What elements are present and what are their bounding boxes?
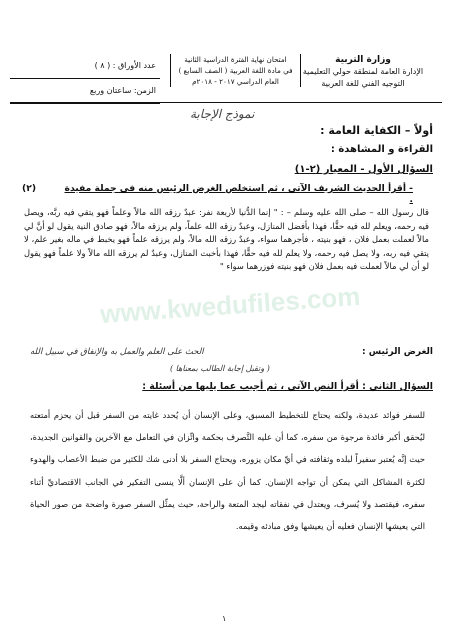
question1-marks: (٢) [22, 183, 37, 194]
ministry-block [288, 54, 438, 90]
page-number: ١ [222, 614, 227, 623]
ministry-name: وزارة التربية [335, 55, 391, 65]
exam-year: العام الدراسي ٢٠١٧ - ٢٠١٨م [192, 77, 279, 86]
papers-count: عدد الأوراق : ( ٨ ) [10, 54, 160, 79]
answer-model-note: نموذج الإجابة [190, 107, 255, 121]
question1-title: السؤال الأول - المعيار (٢-١) [294, 164, 433, 175]
handwritten-answer: الحث على العلم والعمل به والإنفاق في سبيل الله [30, 347, 204, 357]
section-title: أولاً – الكفاية العامة : [320, 124, 433, 137]
department-name: التوجيه الفني للغة العربية [321, 79, 405, 88]
exam-meta-block [10, 54, 160, 104]
exam-header [10, 14, 442, 94]
subsection-title: القراءة و المشاهدة : [330, 144, 433, 155]
answer-label: الغرض الرئيس : [362, 347, 433, 357]
exam-title: امتحان نهاية الفترة الدراسية الثانية [184, 55, 287, 64]
question1-instruction: - أقرأ الحديث الشريف الآتي ، ثم استخلص الغرض الرئيس منه في جملة مفيدة . [64, 183, 413, 205]
site-watermark: www.kwedufiles.com [99, 280, 362, 330]
travel-passage: للسفر فوائد عديدة، ولكنه يحتاج للتخطيط المسبق، وعلى الإنسان أن يُحدد غايته من السفر قبل أن يحزم أمتعته ليُحقق أكبر فائدة مرجوة من سفره، كما أن عليه التَّصرف بحكمة واتِّزان في التعامل مع الآخرين والقوانين الجديدة، حيث إنَّه يُعتبر سفيراً لبلده وثقافته في أيِّ مكان يزوره، ويحتاج السفر بلا أدنى شك للكثير من ضبط الأعصاب والهدوء لكثرة المشاكل التي يمكن أن تواجه الإنسان. كما أن على الإنسان ألَّا ينسى التفكير في الجانب الاقتصاديِّ أثناء سفره، فيقتصد ولا يُسرف، ويعتدل في نفقاته ليجد المتعة والراحة، حيث يمثِّل السفر صورة واضحة من صور الحياة التي يعيشها الإنسان فعليه أن يعيشها وفق مبادئه وقيمه. [30, 410, 425, 532]
handwritten-answer-note: ( وتقبل إجابة الطالب بمعناها ) [170, 364, 270, 373]
exam-info-block [170, 54, 301, 87]
exam-time: الزمن: ساعتان وربع [10, 79, 160, 104]
district-name: الإدارة العامة لمنطقة حولي التعليمية [302, 67, 424, 76]
exam-subject: في مادة اللغة العربية ( الصف السابع ) [178, 66, 293, 75]
hadith-text: قال رسول الله – صلى الله عليه وسلم – : " إنما الدُّنيا لأربعة نفر: عبدٌ رزقه الله مالاً وعلماً فهو يتقي فيه ربَّه، ويصل فيه رحمه، ويعلم لله فيه حقًّا، فهذا بأفضل المنازل، وعبدٌ رزقه الله علماً، ولم يرزقه مالاً، فهو صادق النية يقول لو أنَّ لي مالاً لعملت بعمل فلان ، فهو بنيته ، فأجرهما سواء، وعبدٌ رزقه الله مالاً، ولم يرزقه علماً فهو يخبط في ماله بغير علم، لا يتقي فيه ربه، ولا يصل فيه رحمه، ولا يعلم لله فيه حقًّا، فهذا بأخبث المنازل، وعبدٌ لم يرزقه الله مالاً ولا علماً فهو يقول لو أن لي مالاً لعملت فيه بعمل فلان فهو بنيته فوزرهما سواء " [24, 207, 429, 272]
question2-title: السؤال الثاني : أقرأ النص الآتي ، ثم أجيب عما يليها من أسئلة : [142, 381, 433, 392]
header-divider [10, 102, 442, 103]
